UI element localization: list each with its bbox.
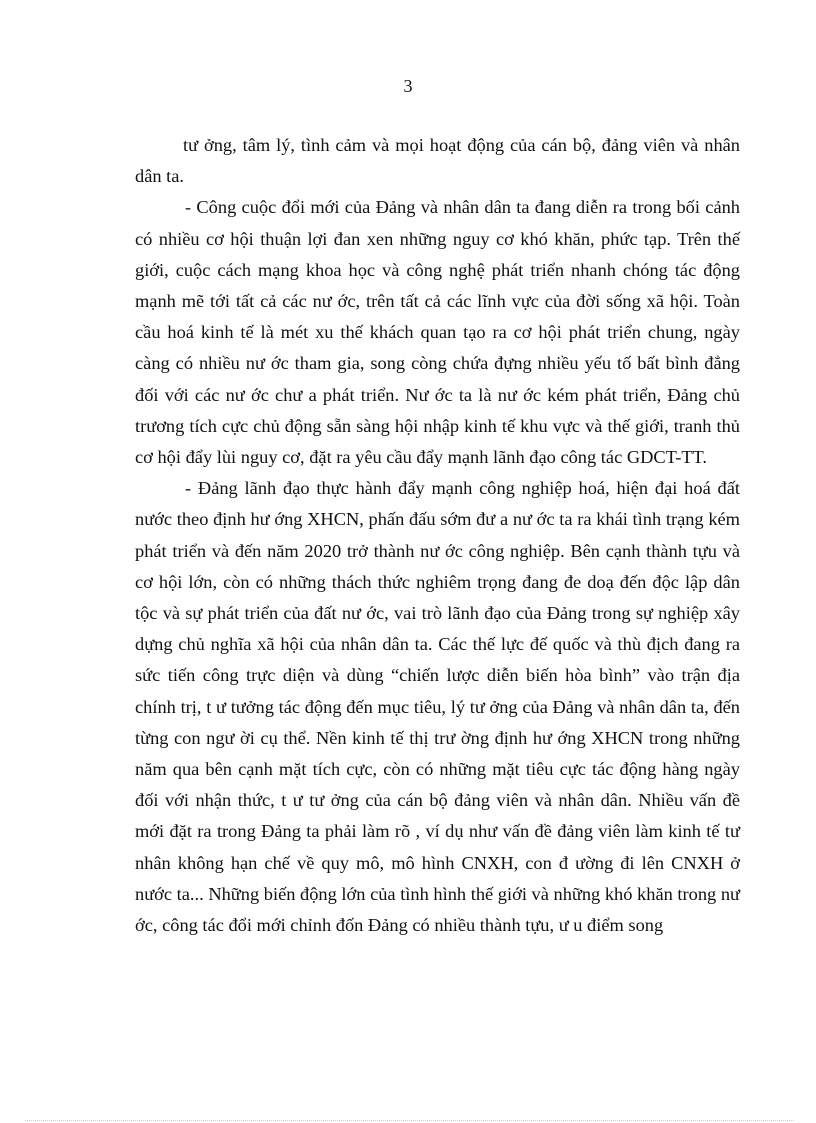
paragraph-point-2: - Đảng lãnh đạo thực hành đẩy mạnh công nghiệp hoá, hiện đại hoá đất nước theo định hư ớng XHCN, phấn đấu sớm đư a nư ớc ta ra khái tình trạng kém phát triển và đến năm 2020 trở thành nư ớc công nghiệp. Bên cạnh thành tựu và cơ hội lớn, còn có những thách thức nghiêm trọng đang đe doạ đến độc lập dân tộc và sự phát triển của đất nư ớc, vai trò lãnh đạo của Đảng trong sự nghiệp xây dựng chủ nghĩa xã hội của nhân dân ta. Các thế lực đế quốc và thù địch đang ra sức tiến công trực diện và dùng “chiến lược diễn biến hòa bình” vào trận địa chính trị, t ư tưởng tác động đến mục tiêu, lý tư ởng của Đảng và nhân dân ta, đến từng con ngư ời cụ thể. Nền kinh tế thị trư ờng định hư ớng XHCN trong những năm qua bên cạnh mặt tích cực, còn có những mặt tiêu cực tác động hàng ngày đối với nhận thức, t ư tư ởng của cán bộ đảng viên và nhân dân. Nhiều vấn đề mới đặt ra trong Đảng ta phải làm rõ , ví dụ như vấn đề đảng viên làm kinh tế tư nhân không hạn chế về quy mô, mô hình CNXH, con đ ường đi lên CNXH ở nước ta... Những biến động lớn của tình hình thế giới và những khó khăn trong nư ớc, công tác đổi mới chỉnh đốn Đảng có nhiều thành tựu, ư u điểm song xyxy=(135,478,740,936)
page-number: 3 xyxy=(403,76,413,96)
body-text xyxy=(135,130,740,941)
paragraph-point-1: - Công cuộc đổi mới của Đảng và nhân dân ta đang diễn ra trong bối cảnh có nhiều cơ hội thuận lợi đan xen những nguy cơ khó khăn, phức tạp. Trên thế giới, cuộc cách mạng khoa học và công nghệ phát triển nhanh chóng tác động mạnh mẽ tới tất cả các nư ớc, trên tất cả các lĩnh vực của đời sống xã hội. Toàn cầu hoá kinh tế là mét xu thế khách quan tạo ra cơ hội phát triển chung, ngày càng có nhiều nư ớc tham gia, song còng chứa đựng nhiều yếu tố bất bình đẳng đối với các nư ớc chư a phát triển. Nư ớc ta là nư ớc kém phát triển, Đảng chủ trương tích cực chủ động sẵn sàng hội nhập kinh tế khu vực và thế giới, tranh thủ cơ hội đẩy lùi nguy cơ, đặt ra yêu cầu đẩy mạnh lãnh đạo công tác GDCT-TT. xyxy=(135,197,740,468)
paragraph-continuation: tư ởng, tâm lý, tình cảm và mọi hoạt động của cán bộ, đảng viên và nhân dân ta. xyxy=(135,135,740,187)
page-bottom-border xyxy=(25,1120,794,1121)
